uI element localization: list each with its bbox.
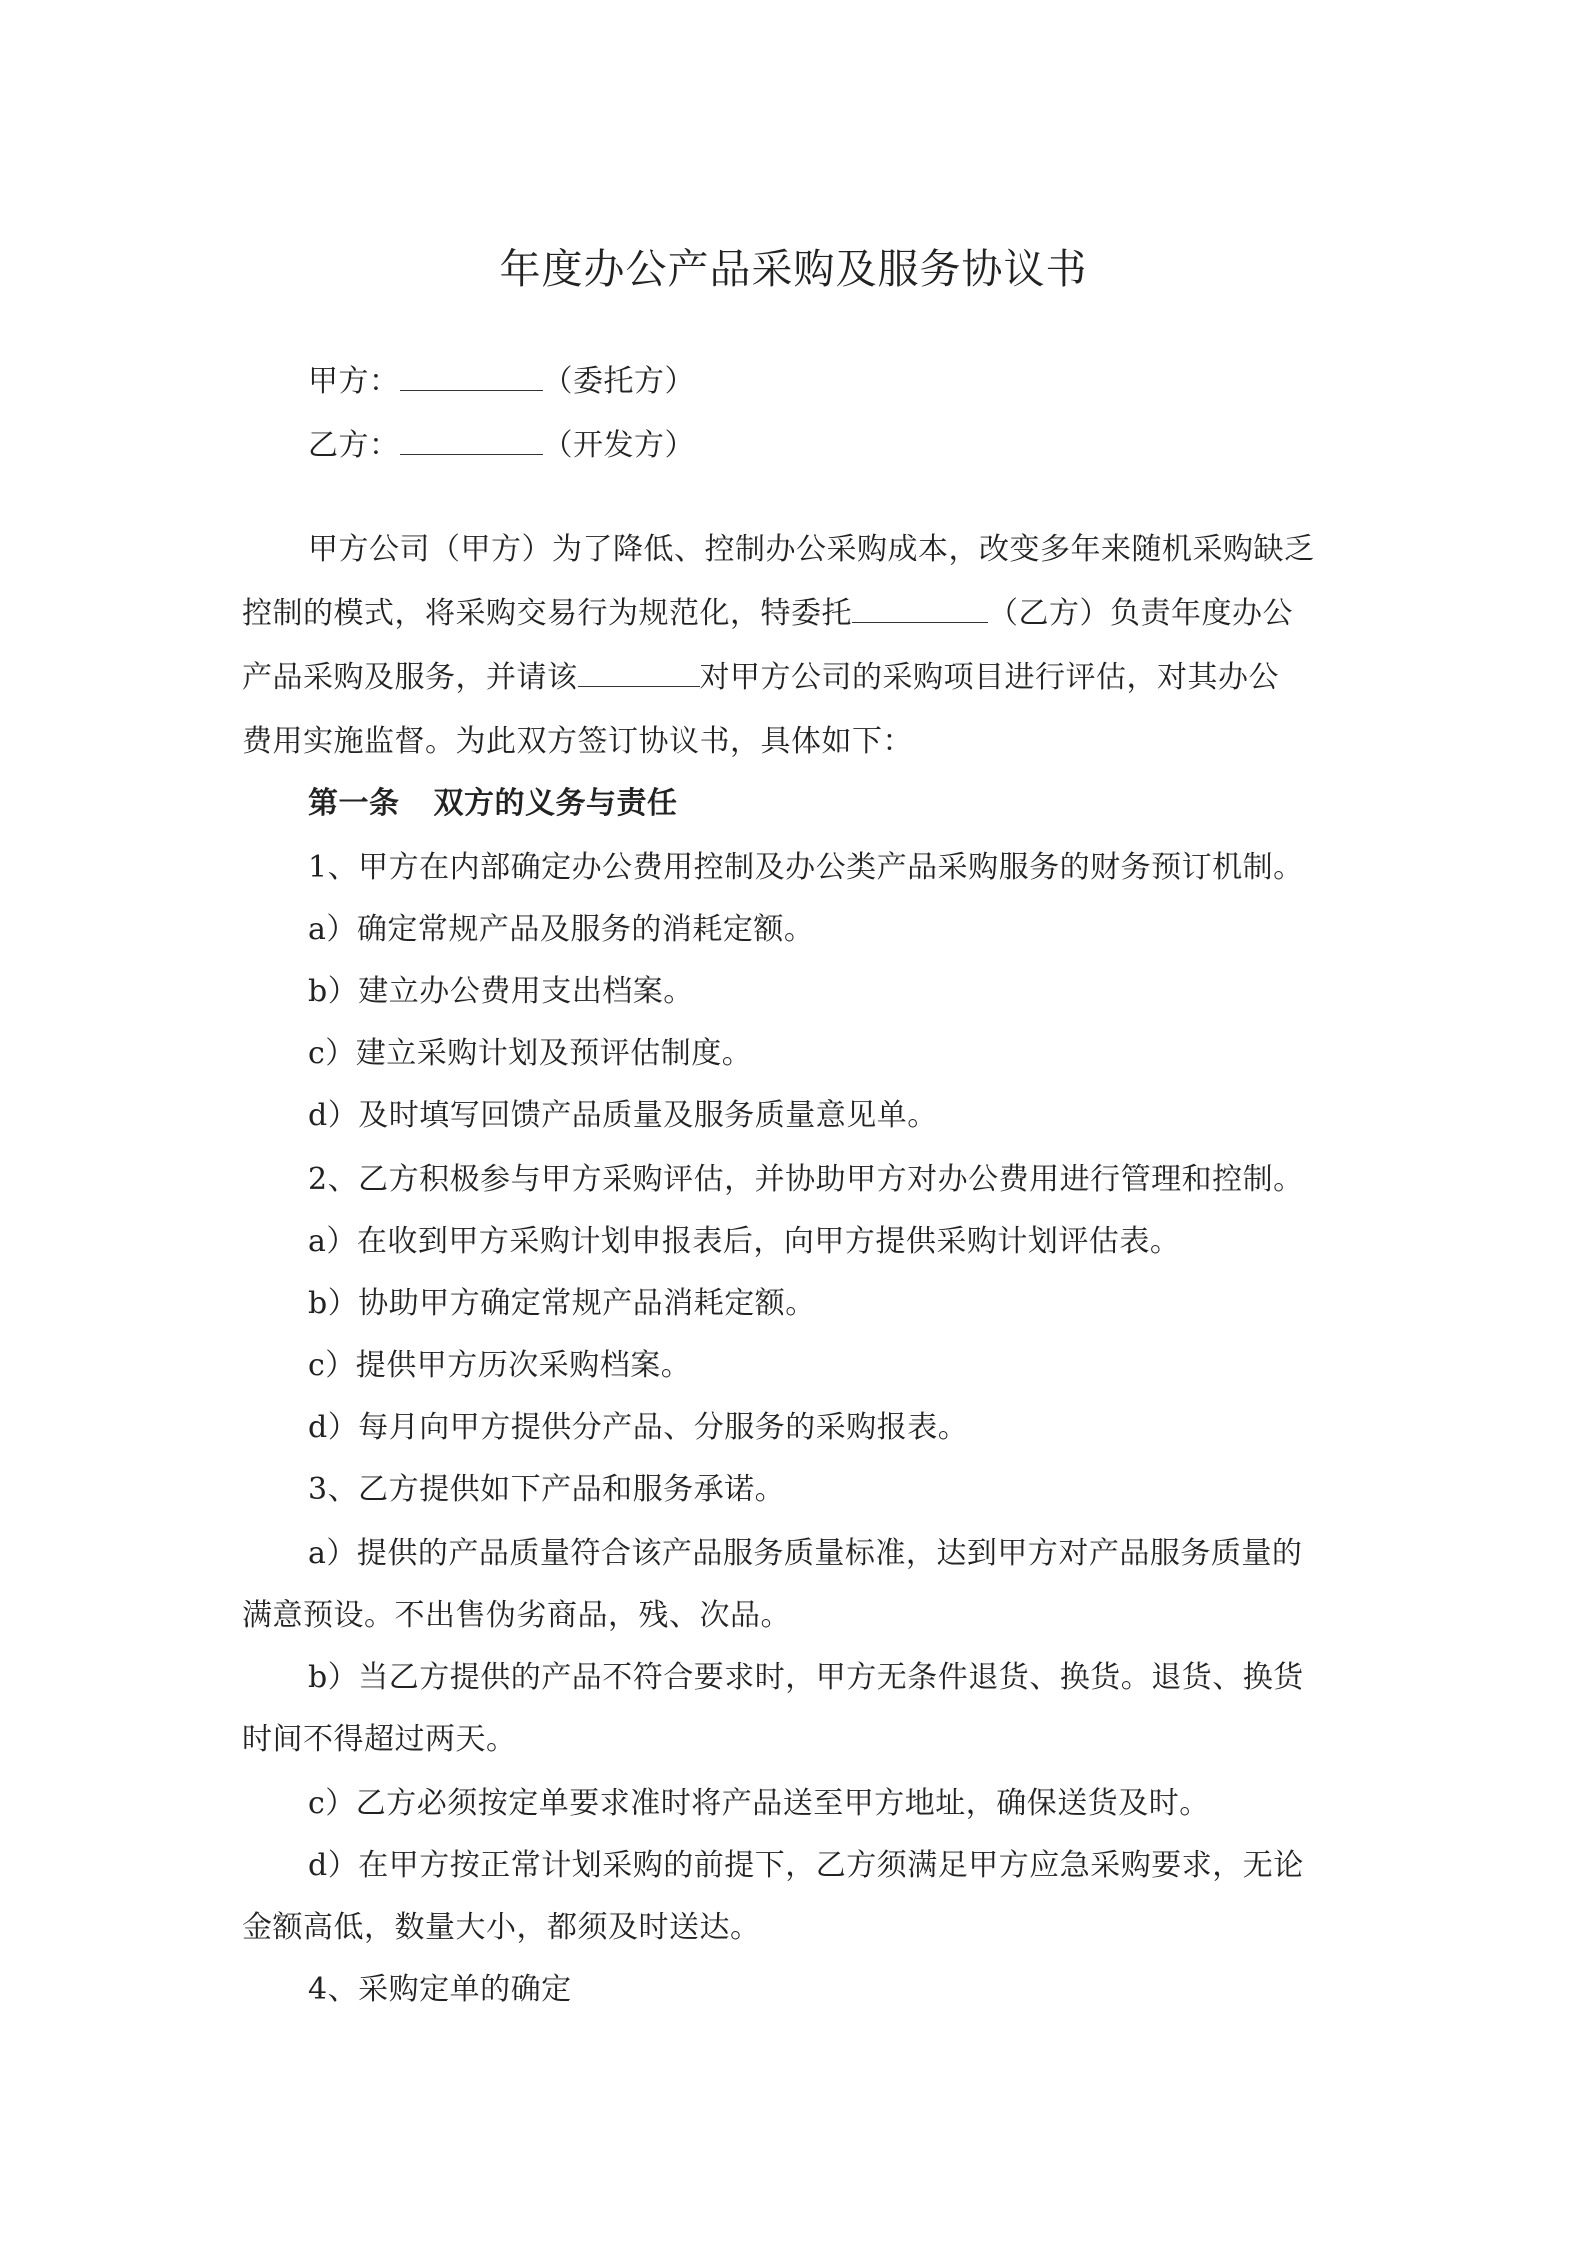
item-3-c: c）乙方必须按定单要求准时将产品送至甲方地址，确保送货及时。 xyxy=(308,1786,1210,1821)
item-3-d-line-2: 金额高低，数量大小，都须及时送达。 xyxy=(242,1910,761,1945)
party-a-line xyxy=(242,364,1352,400)
article-1-heading xyxy=(242,786,1352,822)
intro-line-1: 甲方公司（甲方）为了降低、控制办公采购成本，改变多年来随机采购缺乏 xyxy=(308,532,1315,567)
document-title: 年度办公产品采购及服务协议书 xyxy=(499,245,1088,293)
intro-line-3a: 产品采购及服务，并请该 xyxy=(242,660,578,695)
article-1-number: 第一条 xyxy=(308,786,400,821)
party-b-blank xyxy=(400,428,543,455)
item-3-d-line-1: d）在甲方按正常计划采购的前提下，乙方须满足甲方应急采购要求，无论 xyxy=(308,1848,1304,1883)
item-4: 4、采购定单的确定 xyxy=(308,1972,572,2007)
intro-line-3 xyxy=(242,660,1352,696)
item-2-d: d）每月向甲方提供分产品、分服务的采购报表。 xyxy=(308,1410,969,1445)
item-3-b-line-1: b）当乙方提供的产品不符合要求时，甲方无条件退货、换货。退货、换货 xyxy=(308,1660,1304,1695)
party-b-role: （开发方） xyxy=(542,428,695,463)
intro-line-4: 费用实施监督。为此双方签订协议书，具体如下： xyxy=(242,724,913,759)
party-b-label: 乙方： xyxy=(308,428,400,463)
item-3-a-line-1: a）提供的产品质量符合该产品服务质量标准，达到甲方对产品服务质量的 xyxy=(308,1536,1303,1571)
party-a-blank xyxy=(400,364,543,391)
item-1-b: b）建立办公费用支出档案。 xyxy=(308,974,694,1009)
party-b-line xyxy=(242,428,1352,464)
item-3-b-line-2: 时间不得超过两天。 xyxy=(242,1722,517,1757)
intro-blank-1 xyxy=(852,596,988,623)
intro-line-2 xyxy=(242,596,1352,632)
item-2-b: b）协助甲方确定常规产品消耗定额。 xyxy=(308,1286,816,1321)
intro-line-3b: 对甲方公司的采购项目进行评估，对其办公 xyxy=(699,660,1279,695)
item-3: 3、乙方提供如下产品和服务承诺。 xyxy=(308,1472,786,1507)
item-1-d: d）及时填写回馈产品质量及服务质量意见单。 xyxy=(308,1098,938,1133)
item-2: 2、乙方积极参与甲方采购评估，并协助甲方对办公费用进行管理和控制。 xyxy=(308,1162,1304,1197)
intro-line-2b: （乙方）负责年度办公 xyxy=(988,596,1293,631)
item-1-a: a）确定常规产品及服务的消耗定额。 xyxy=(308,912,815,947)
item-1: 1、甲方在内部确定办公费用控制及办公类产品采购服务的财务预订机制。 xyxy=(308,850,1304,885)
intro-line-2a: 控制的模式，将采购交易行为规范化，特委托 xyxy=(242,596,852,631)
item-1-c: c）建立采购计划及预评估制度。 xyxy=(308,1036,753,1071)
item-3-a-line-2: 满意预设。不出售伪劣商品，残、次品。 xyxy=(242,1598,791,1633)
article-1-title: 双方的义务与责任 xyxy=(433,786,678,821)
party-a-role: （委托方） xyxy=(542,364,695,399)
item-2-a: a）在收到甲方采购计划申报表后，向甲方提供采购计划评估表。 xyxy=(308,1224,1181,1259)
item-2-c: c）提供甲方历次采购档案。 xyxy=(308,1348,692,1383)
party-a-label: 甲方： xyxy=(308,364,400,399)
intro-blank-2 xyxy=(578,660,700,687)
